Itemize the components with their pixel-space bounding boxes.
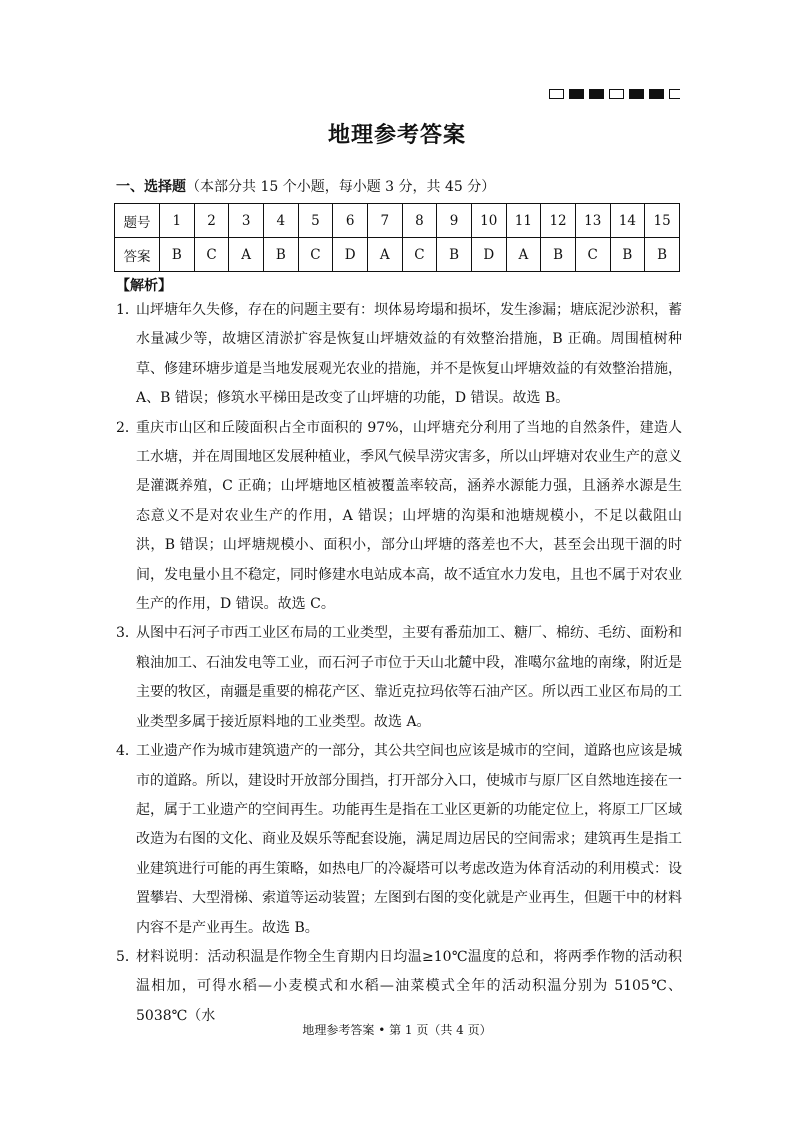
mark-filled: [629, 89, 644, 99]
answer-cell: C: [298, 238, 333, 272]
answer-cell: B: [437, 238, 472, 272]
analysis-body: [116, 296, 682, 1031]
answer-cell: B: [645, 238, 680, 272]
item-number: 1．: [116, 302, 139, 318]
question-number: 5: [298, 204, 333, 238]
answer-cell: C: [194, 238, 229, 272]
row-header: 答案: [115, 238, 160, 272]
answer-cell: B: [160, 238, 195, 272]
mark-empty: [549, 89, 564, 99]
answer-cell: D: [333, 238, 368, 272]
question-number: 13: [575, 204, 610, 238]
answer-cell: C: [575, 238, 610, 272]
answer-cell: A: [506, 238, 541, 272]
question-number: 8: [402, 204, 437, 238]
analysis-item: [116, 619, 682, 737]
question-number: 11: [506, 204, 541, 238]
analysis-item: [116, 737, 682, 943]
item-text: 材料说明：活动积温是作物全生育期内日均温≥10℃温度的总和，将两季作物的活动积温相加，可得水稻—小麦模式和水稻—油菜模式全年的活动积温分别为 5105℃、5038℃（水: [136, 948, 682, 1024]
section-note: （本部分共 15 个小题，每小题 3 分，共 45 分）: [186, 179, 496, 195]
item-number: 3．: [116, 625, 139, 642]
page-title: 地理参考答案: [327, 122, 466, 148]
answer-cell: B: [263, 238, 298, 272]
answer-cell: D: [471, 238, 506, 272]
question-number: 1: [160, 204, 195, 238]
answer-table: [114, 203, 680, 272]
item-number: 5．: [116, 948, 139, 965]
analysis-item: [116, 414, 682, 620]
question-number: 7: [367, 204, 402, 238]
mark-filled: [589, 89, 604, 99]
analysis-heading: 【解析】: [116, 278, 172, 294]
mark-empty: [609, 89, 624, 99]
question-number: 14: [610, 204, 645, 238]
analysis-item: [116, 296, 682, 414]
answer-cell: B: [610, 238, 645, 272]
question-number: 15: [645, 204, 680, 238]
header-marks: [549, 89, 680, 99]
mark-filled: [569, 89, 584, 99]
question-number: 9: [437, 204, 472, 238]
question-number: 4: [263, 204, 298, 238]
question-number: 3: [229, 204, 264, 238]
mark-filled: [649, 89, 664, 99]
number-row: [115, 204, 680, 238]
item-text: 重庆市山区和丘陵面积占全市面积的 97%，山坪塘充分利用了当地的自然条件，建造人工水塘，并在周围地区发展种植业，季风气候旱涝灾害多，所以山坪塘对农业生产的意义是灌溉养殖，C 正确；山坪塘地区植被覆盖率较高，涵养水源能力强，且涵养水源是生态意义不是对农业生产的作用，A 错误；山坪塘的沟渠和池塘规模小，不足以截阻山洪，B 错误；山坪塘规模小、面积小，部分山坪塘的落差也不大，甚至会出现干涸的时间，发电量小且不稳定，同时修建水电站成本高，故不适宜水力发电，且也不属于对农业生产的作用，D 错误。故选 C。: [136, 419, 682, 613]
item-text: 山坪塘年久失修，存在的问题主要有：坝体易垮塌和损坏，发生渗漏；塘底泥沙淤积，蓄水量减少等，故塘区清淤扩容是恢复山坪塘效益的有效整治措施，B 正确。周围植树种草、修建环塘步道是当地发展观光农业的措施，并不是恢复山坪塘效益的有效整治措施，A、B 错误；修筑水平梯田是改变了山坪塘的功能，D 错误。故选 B。: [136, 302, 682, 407]
question-number: 10: [471, 204, 506, 238]
row-header: 题号: [115, 204, 160, 238]
page-footer: 地理参考答案 • 第 1 页（共 4 页）: [302, 1023, 492, 1037]
question-number: 2: [194, 204, 229, 238]
answer-cell: A: [229, 238, 264, 272]
answer-cell: A: [367, 238, 402, 272]
analysis-item: [116, 943, 682, 1031]
item-text: 工业遗产作为城市建筑遗产的一部分，其公共空间也应该是城市的空间，道路也应该是城市的道路。所以，建设时开放部分围挡，打开部分入口，使城市与原厂区自然地连接在一起，属于工业遗产的空间再生。功能再生是指在工业区更新的功能定位上，将原工厂区域改造为右图的文化、商业及娱乐等配套设施，满足周边居民的空间需求；建筑再生是指工业建筑进行可能的再生策略，如热电厂的冷凝塔可以考虑改造为体育活动的利用模式：设置攀岩、大型滑梯、索道等运动装置；左图到右图的变化就是产业再生，但题干中的材料内容不是产业再生。故选 B。: [136, 743, 682, 936]
question-number: 6: [333, 204, 368, 238]
answer-cell: B: [541, 238, 576, 272]
item-number: 2．: [116, 419, 139, 436]
item-number: 4．: [116, 743, 139, 760]
section-heading: [116, 176, 495, 196]
item-text: 从图中石河子市西工业区布局的工业类型，主要有番茄加工、糖厂、棉纺、毛纺、面粉和粮油加工、石油发电等工业，而石河子市位于天山北麓中段，准噶尔盆地的南缘，附近是主要的牧区，南疆是重要的棉花产区、靠近克拉玛依等石油产区。所以西工业区布局的工业类型多属于接近原料地的工业类型。故选 A。: [136, 625, 682, 730]
question-number: 12: [541, 204, 576, 238]
section-label: 一、选择题: [116, 179, 186, 195]
answer-row: [115, 238, 680, 272]
answer-cell: C: [402, 238, 437, 272]
mark-half: [669, 89, 680, 99]
